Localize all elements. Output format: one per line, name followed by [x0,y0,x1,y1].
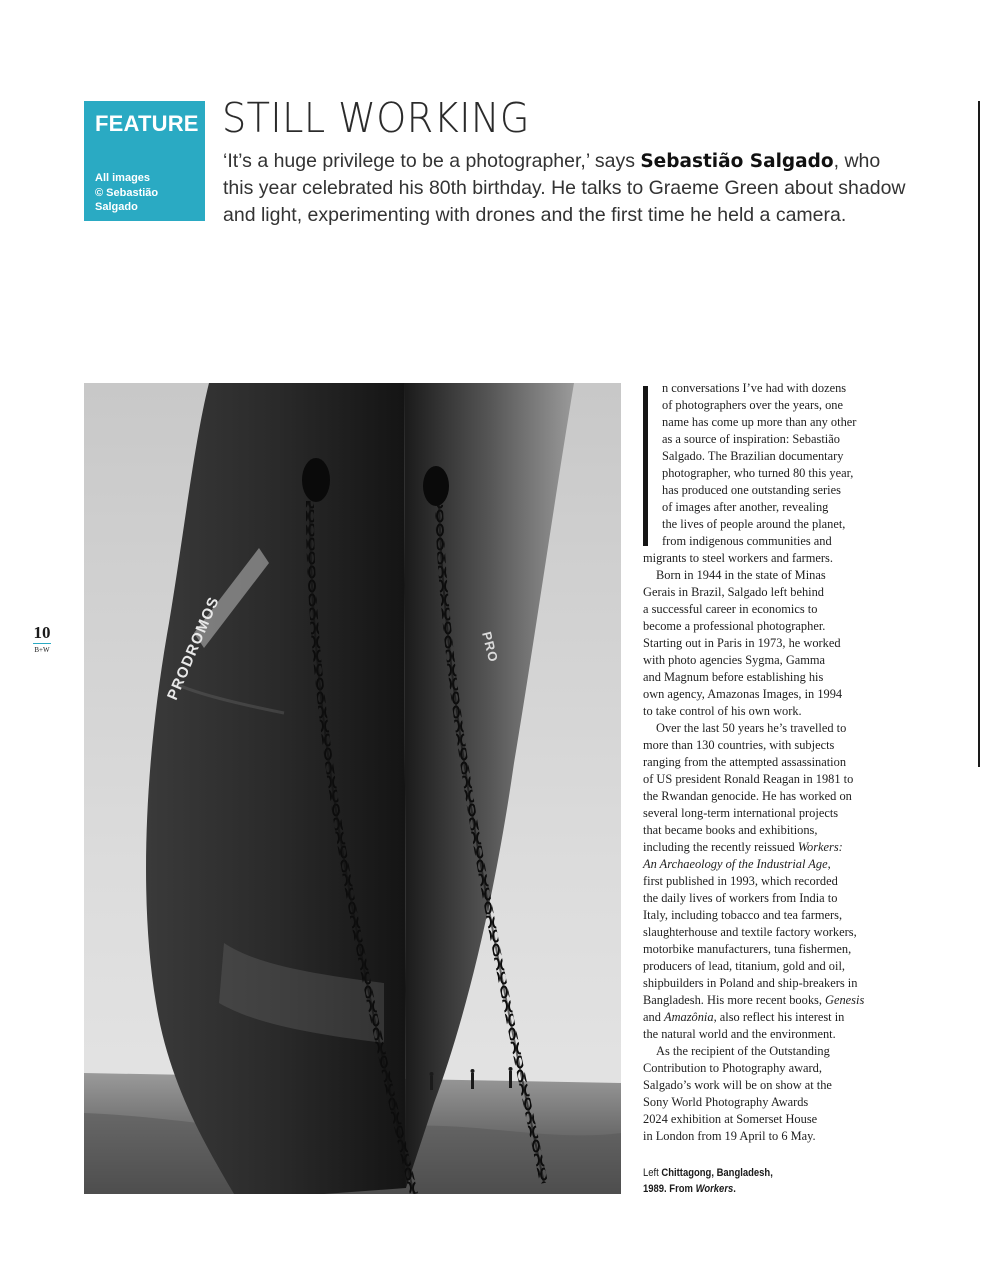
book-title: An Archaeology of the Industrial Age [643,857,828,871]
book-title: Workers: [797,840,843,854]
credit-line: © Sebastião [95,186,159,199]
body-line: Gerais in Brazil, Salgado left behind [643,585,824,599]
body-line: Salgado. The Brazilian documentary [662,449,844,463]
image-credit [95,171,200,215]
body-line: the lives of people around the planet, [662,517,846,531]
body-paragraph [643,1043,895,1145]
body-line: motorbike manufacturers, tuna fishermen, [643,942,852,956]
body-line: the daily lives of workers from India to [643,891,838,905]
caption-label: Left [643,1167,662,1179]
body-line: the Rwandan genocide. He has worked on [643,789,852,803]
body-line: of images after another, revealing [662,500,829,514]
body-line: slaughterhouse and textile factory workers, [643,925,857,939]
ship-photograph [84,383,621,1194]
body-line: As the recipient of the Outstanding [656,1044,830,1058]
body-line: with photo agencies Sygma, Gamma [643,653,826,667]
body-line: Sony World Photography Awards [643,1095,809,1109]
body-line: ranging from the attempted assassination [643,755,847,769]
credit-line: All images [95,172,151,184]
body-line: more than 130 countries, with subjects [643,738,835,752]
body-paragraph [643,380,895,567]
body-line: from indigenous communities and [662,534,832,548]
book-title: Amazônia [664,1010,714,1024]
page-edge-rule [978,101,980,767]
photo-caption [643,1165,867,1197]
ship-photo-illustration [84,383,621,1194]
article-headline: STILL WORKING [222,94,530,142]
caption-text: 1989. From [643,1183,696,1195]
body-line [643,1009,895,1026]
body-line: that became books and exhibitions, [643,823,818,837]
body-line: Starting out in Paris in 1973, he worked [643,636,841,650]
body-line: has produced one outstanding series [662,483,841,497]
caption-location: Chittagong, Bangladesh, [661,1167,773,1179]
body-line: and Magnum before establishing his [643,670,824,684]
body-line: as a source of inspiration: Sebastião [662,432,840,446]
body-line: the natural world and the environment. [643,1027,836,1041]
caption-book-title: Workers [695,1183,734,1195]
body-line: become a professional photographer. [643,619,826,633]
body-line: producers of lead, titanium, gold and oil, [643,959,845,973]
folio [28,624,56,655]
page-number: 10 [33,623,51,642]
body-line: name has come up more than any other [662,415,857,429]
body-line: Over the last 50 years he’s travelled to [656,721,847,735]
body-line: a successful career in economics to [643,602,818,616]
hawse-hole-starboard [423,466,449,506]
credit-line: Salgado [95,201,138,213]
caption-line [643,1181,867,1197]
standfirst-subject-name: Sebastião Salgado [640,151,834,172]
body-line: first published in 1993, which recorded [643,874,838,888]
body-line: photographer, who turned 80 this year, [662,466,854,480]
body-paragraph [643,720,895,1043]
section-label: FEATURE [95,111,199,136]
body-text: , also reflect his interest in [713,1010,845,1024]
caption-line [643,1165,867,1181]
hawse-hole-port [302,458,330,502]
body-line: several long-term international projects [643,806,839,820]
body-line: Contribution to Photography award, [643,1061,822,1075]
body-line: of US president Ronald Reagan in 1981 to [643,772,854,786]
body-line: 2024 exhibition at Somerset House [643,1112,818,1126]
body-line [643,856,895,873]
body-text: and [643,1010,664,1024]
book-title: Genesis [825,993,865,1007]
section-tag-box [84,101,205,221]
body-line [643,992,895,1009]
body-text: including the recently reissued [643,840,798,854]
body-line: Italy, including tobacco and tea farmers, [643,908,843,922]
body-line: to take control of his own work. [643,704,802,718]
caption-text: . [733,1183,736,1195]
body-line: shipbuilders in Poland and ship-breakers in [643,976,858,990]
ship-name: PRODROMOS [164,593,223,703]
body-line: n conversations I’ve had with dozens [662,381,847,395]
body-line [643,839,895,856]
standfirst-rest: , who this year celebrated his 80th birthday. He talks to Graeme Green about shadow and light, experimenting with drones and the first time he held a camera. [223,150,906,226]
publication-mark: B+W [33,643,51,655]
ship-name-starboard: PRO [479,630,502,664]
article-body [643,380,895,1145]
body-paragraph [643,567,895,720]
body-line: migrants to steel workers and farmers. [643,551,833,565]
article-standfirst [223,148,913,229]
body-line: of photographers over the years, one [662,398,843,412]
body-line: own agency, Amazonas Images, in 1994 [643,687,843,701]
body-line: Salgado’s work will be on show at the [643,1078,832,1092]
body-line: in London from 19 April to 6 May. [643,1129,816,1143]
body-text: Bangladesh. His more recent books, [643,993,826,1007]
body-line: Born in 1944 in the state of Minas [656,568,826,582]
standfirst-intro: ‘It’s a huge privilege to be a photographer,’ says [223,150,641,172]
body-text: , [827,857,831,871]
